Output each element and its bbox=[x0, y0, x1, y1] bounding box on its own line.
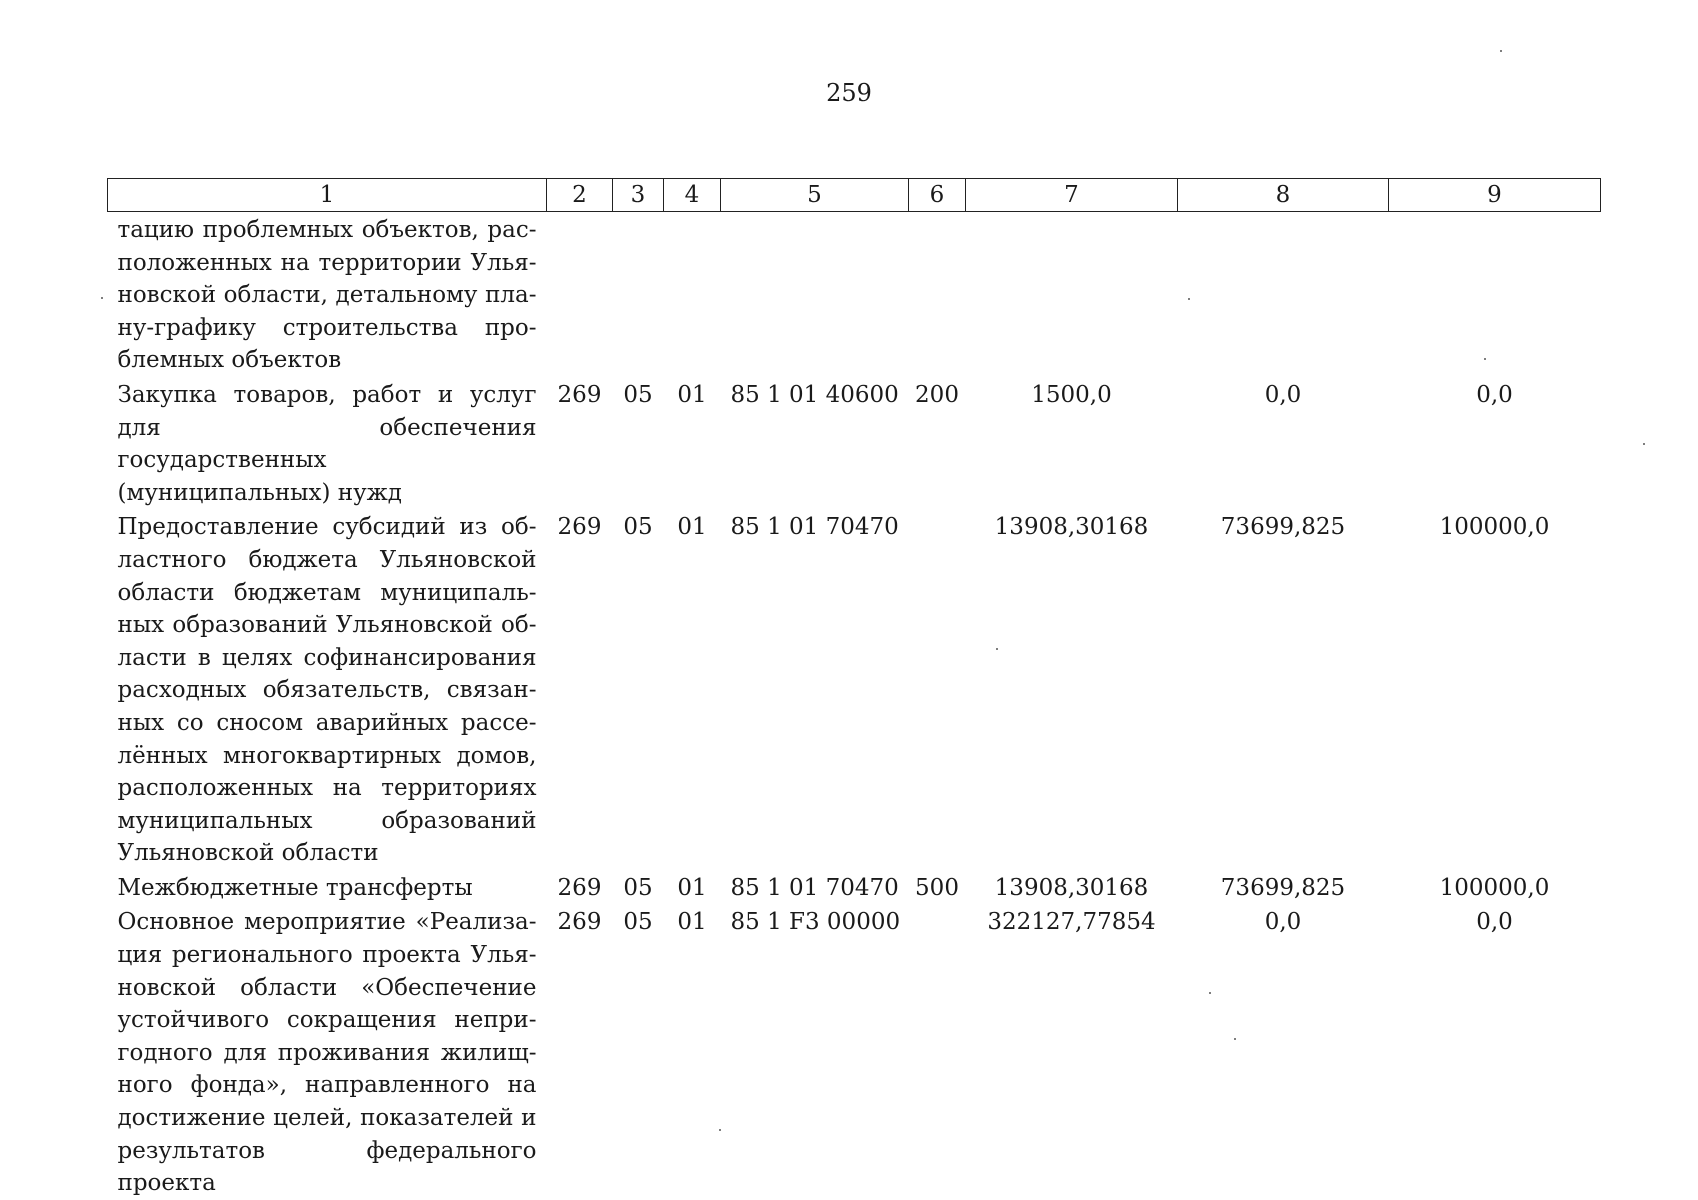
row-name-line: достижение целей, показателей и bbox=[117, 1105, 537, 1132]
header-col-9: 9 bbox=[1389, 179, 1601, 212]
table-row bbox=[108, 509, 1601, 870]
row-name-line: результатов федерального проекта bbox=[117, 1137, 537, 1197]
cell-col-8 bbox=[1178, 212, 1389, 377]
cell-col-3: 05 bbox=[623, 514, 653, 541]
cell-col-8: 0,0 bbox=[1264, 381, 1302, 408]
cell-col-9 bbox=[1389, 212, 1601, 377]
cell-col-3 bbox=[613, 212, 664, 377]
cell-col-4: 01 bbox=[677, 874, 707, 901]
header-col-7: 7 bbox=[966, 179, 1178, 212]
header-col-2: 2 bbox=[547, 179, 613, 212]
row-name-line: годного для проживания жилищ- bbox=[117, 1039, 537, 1066]
cell-col-5 bbox=[721, 212, 909, 377]
cell-col-9: 100000,0 bbox=[1439, 874, 1550, 901]
scan-speck bbox=[1234, 1038, 1236, 1040]
cell-col-9: 0,0 bbox=[1476, 909, 1513, 936]
row-name-line: ция регионального проекта Улья- bbox=[117, 942, 537, 969]
header-row bbox=[108, 179, 1601, 212]
row-name-cell bbox=[108, 870, 547, 905]
table-row bbox=[108, 904, 1601, 1199]
row-name-line: Основное мероприятие «Реализа- bbox=[117, 909, 537, 936]
row-name-line: устойчивого сокращения непри- bbox=[117, 1007, 537, 1034]
table-body bbox=[108, 212, 1601, 1200]
table-row bbox=[108, 870, 1601, 905]
cell-col-8: 73699,825 bbox=[1220, 514, 1346, 541]
scan-speck bbox=[101, 297, 103, 299]
cell-col-7: 1500,0 bbox=[1031, 381, 1112, 408]
row-name-line: области бюджетам муниципаль- bbox=[117, 579, 537, 606]
cell-col-2: 269 bbox=[557, 909, 602, 936]
cell-col-4: 01 bbox=[677, 381, 707, 408]
scan-speck bbox=[1500, 50, 1502, 52]
row-name-line: лённых многоквартирных домов, bbox=[117, 742, 537, 769]
header-col-1: 1 bbox=[108, 179, 547, 212]
row-name-line: тацию проблемных объектов, рас- bbox=[117, 217, 537, 243]
header-col-3: 3 bbox=[613, 179, 664, 212]
cell-col-9: 100000,0 bbox=[1439, 514, 1550, 541]
row-name-line: расположенных на территориях bbox=[117, 775, 537, 802]
cell-col-2: 269 bbox=[557, 514, 602, 541]
row-name-line: новской области, детальному пла- bbox=[117, 282, 537, 309]
header-col-6: 6 bbox=[909, 179, 966, 212]
scan-speck bbox=[1209, 992, 1211, 994]
scan-speck bbox=[996, 648, 998, 650]
cell-col-6: 200 bbox=[915, 381, 959, 408]
page-number: 259 bbox=[826, 79, 872, 107]
cell-col-4: 01 bbox=[677, 514, 707, 541]
row-name-cell bbox=[108, 212, 547, 377]
cell-col-3: 05 bbox=[623, 874, 653, 901]
cell-col-2: 269 bbox=[557, 874, 602, 901]
cell-col-5: 85 1 F3 00000 bbox=[730, 909, 901, 936]
row-name-line: Предоставление субсидий из об- bbox=[117, 514, 537, 541]
table-row bbox=[108, 212, 1601, 377]
row-name-line: Ульяновской области bbox=[117, 840, 379, 867]
scan-speck bbox=[1643, 443, 1645, 445]
header-col-4: 4 bbox=[664, 179, 721, 212]
cell-col-6 bbox=[909, 509, 966, 870]
row-name-line: муниципальных образований bbox=[117, 807, 537, 834]
cell-col-8: 73699,825 bbox=[1220, 874, 1346, 901]
table-row bbox=[108, 377, 1601, 509]
row-name-line: ных образований Ульяновской об- bbox=[117, 612, 537, 639]
row-name-line: положенных на территории Улья- bbox=[117, 249, 537, 276]
cell-col-4: 01 bbox=[677, 909, 707, 936]
cell-col-5: 85 1 01 70470 bbox=[730, 514, 899, 541]
row-name-line: Межбюджетные трансферты bbox=[117, 874, 473, 901]
row-name-line: ласти в целях софинансирования bbox=[117, 644, 537, 671]
cell-col-7: 13908,30168 bbox=[994, 514, 1149, 541]
cell-col-5: 85 1 01 40600 bbox=[730, 381, 899, 408]
scan-speck bbox=[1188, 298, 1190, 300]
row-name-line: ну-графику строительства про- bbox=[117, 314, 537, 341]
cell-col-3: 05 bbox=[623, 909, 653, 936]
scan-speck bbox=[1484, 358, 1486, 360]
cell-col-9: 0,0 bbox=[1476, 381, 1513, 408]
cell-col-2 bbox=[547, 212, 613, 377]
cell-col-6 bbox=[909, 212, 966, 377]
row-name-line: расходных обязательств, связан- bbox=[117, 677, 537, 704]
header-col-5: 5 bbox=[721, 179, 909, 212]
row-name-line: Закупка товаров, работ и услуг для bbox=[117, 381, 537, 441]
cell-col-6: 500 bbox=[915, 874, 959, 901]
budget-table bbox=[107, 178, 1601, 1200]
row-name-cell bbox=[108, 509, 547, 870]
cell-col-7: 322127,77854 bbox=[987, 909, 1156, 936]
row-name-cell bbox=[108, 904, 547, 1199]
row-name-line: (муниципальных) нужд bbox=[117, 479, 402, 506]
cell-col-2: 269 bbox=[557, 381, 602, 408]
row-name-line: ного фонда», направленного на bbox=[117, 1072, 537, 1099]
row-name-line: блемных объектов bbox=[117, 347, 342, 374]
scan-speck bbox=[719, 1129, 721, 1131]
row-name-line: новской области «Обеспечение bbox=[117, 974, 537, 1001]
table-header bbox=[108, 179, 1601, 212]
header-col-8: 8 bbox=[1178, 179, 1389, 212]
row-name-line: ластного бюджета Ульяновской bbox=[117, 546, 537, 573]
row-name-cell bbox=[108, 377, 547, 509]
cell-col-8: 0,0 bbox=[1264, 909, 1302, 936]
cell-col-3: 05 bbox=[623, 381, 653, 408]
row-name-line: ных со сносом аварийных рассе- bbox=[117, 709, 537, 736]
cell-col-7 bbox=[966, 212, 1178, 377]
cell-col-6 bbox=[909, 904, 966, 1199]
row-name-line: обеспечения государственных bbox=[117, 414, 537, 474]
cell-col-4 bbox=[664, 212, 721, 377]
cell-col-7: 13908,30168 bbox=[994, 874, 1149, 901]
cell-col-5: 85 1 01 70470 bbox=[730, 874, 899, 901]
